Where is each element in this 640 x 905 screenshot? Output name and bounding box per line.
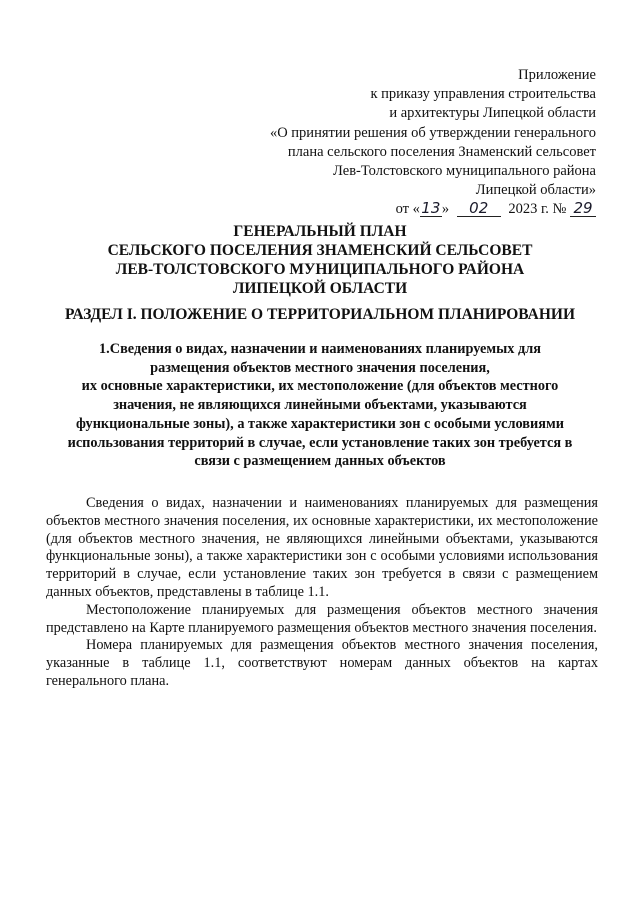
date-prefix: от « <box>395 201 420 218</box>
title-line: СЕЛЬСКОГО ПОСЕЛЕНИЯ ЗНАМЕНСКИЙ СЕЛЬСОВЕТ <box>107 242 533 259</box>
document-title <box>40 222 600 298</box>
annex-line: Липецкой области» <box>475 182 596 199</box>
annex-date-line <box>220 200 596 219</box>
paragraph: Номера планируемых для размещения объектов местного значения поселения, указанные в таблице 1.1, соответствуют номерам данных объектов на картах генерального плана. <box>46 637 598 689</box>
body-text <box>46 495 598 691</box>
annex-block <box>220 66 596 220</box>
title-line: ЛЕВ-ТОЛСТОВСКОГО МУНИЦИПАЛЬНОГО РАЙОНА <box>115 261 525 278</box>
subheading-line: связи с размещением данных объектов <box>194 453 446 470</box>
paragraph: Сведения о видах, назначении и наименованиях планируемых для размещения объектов местного значения поселения, их основные характеристики, их местоположение (для объектов местного значения, не являющихся линейными объектами, указываются функциональные зоны), а также характеристики зон с особыми условиями использования территорий в случае, если установление таких зон требуется в связи с размещением данных объектов, представлены в таблице 1.1. <box>46 495 598 600</box>
date-year: 2023 г. № <box>508 201 567 218</box>
date-mid: » <box>441 201 450 218</box>
subheading-line: значения, не являющихся линейными объектами, указываются <box>113 397 527 414</box>
annex-line: к приказу управления строительства <box>370 86 596 103</box>
annex-line: Приложение <box>518 67 596 83</box>
section-title: РАЗДЕЛ I. ПОЛОЖЕНИЕ О ТЕРРИТОРИАЛЬНОМ ПЛАНИРОВАНИИ <box>64 306 576 323</box>
handwritten-doc-number: 29 <box>570 200 596 217</box>
annex-line: «О принятии решения об утверждении генерального <box>269 124 596 141</box>
title-line: ЛИПЕЦКОЙ ОБЛАСТИ <box>232 280 408 297</box>
subheading <box>40 340 600 471</box>
subheading-line: размещения объектов местного значения поселения, <box>150 359 490 376</box>
paragraph: Местоположение планируемых для размещения объектов местного значения представлено на Карте планируемого размещения объектов местного значения поселения. <box>46 601 598 636</box>
handwritten-month: 02 <box>457 200 501 217</box>
annex-line: плана сельского поселения Знаменский сельсовет <box>287 143 596 160</box>
title-line: ГЕНЕРАЛЬНЫЙ ПЛАН <box>233 223 407 240</box>
subheading-line: их основные характеристики, их местоположение (для объектов местного <box>81 378 559 395</box>
subheading-line: использования территорий в случае, если установление таких зон требуется в <box>67 434 573 451</box>
handwritten-day: 13 <box>421 199 441 218</box>
annex-line: Лев-Толстовского муниципального района <box>333 163 596 180</box>
subheading-line: функциональные зоны), а также характеристики зон с особыми условиями <box>76 415 564 432</box>
annex-line: и архитектуры Липецкой области <box>389 105 596 122</box>
subheading-line: 1.Сведения о видах, назначении и наименованиях планируемых для <box>99 341 541 357</box>
